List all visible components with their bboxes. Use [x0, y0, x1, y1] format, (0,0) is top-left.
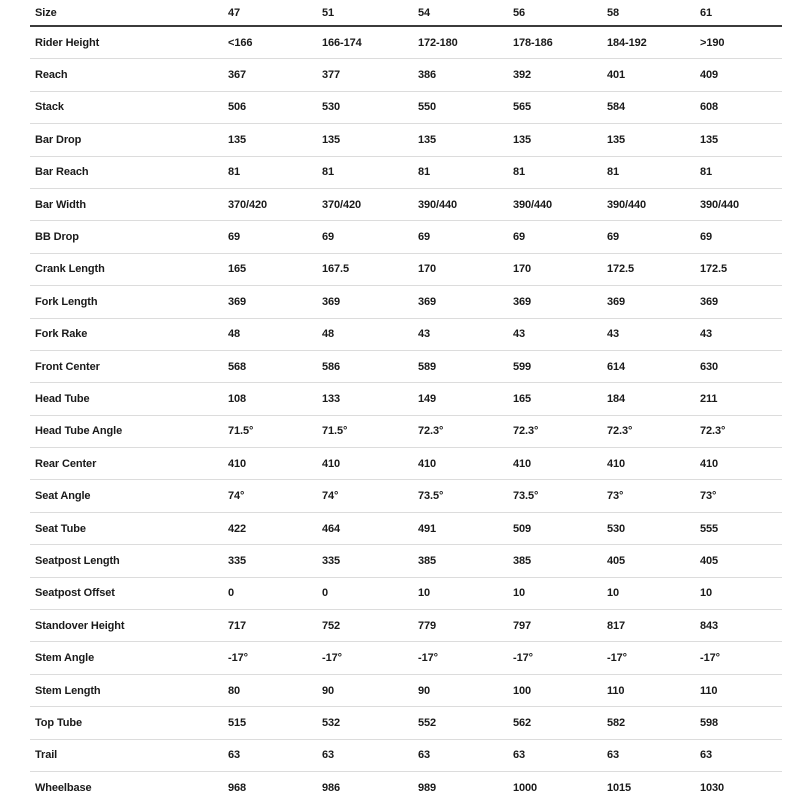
cell-value: 69	[700, 221, 782, 253]
cell-value: 108	[228, 383, 322, 415]
cell-value: 170	[418, 253, 513, 285]
cell-value: 464	[322, 512, 418, 544]
row-label: Rear Center	[30, 448, 228, 480]
row-label: Trail	[30, 739, 228, 771]
cell-value: 43	[513, 318, 607, 350]
table-row	[30, 318, 782, 350]
cell-value: 135	[228, 124, 322, 156]
cell-value: 515	[228, 707, 322, 739]
cell-value: 69	[607, 221, 700, 253]
cell-value: 73.5°	[418, 480, 513, 512]
cell-value: 630	[700, 350, 782, 382]
row-label: Stem Angle	[30, 642, 228, 674]
cell-value: 565	[513, 91, 607, 123]
row-label: BB Drop	[30, 221, 228, 253]
cell-value: 370/420	[322, 188, 418, 220]
table-row	[30, 188, 782, 220]
cell-value: 135	[513, 124, 607, 156]
cell-value: 10	[513, 577, 607, 609]
cell-value: 73°	[700, 480, 782, 512]
table-row	[30, 415, 782, 447]
table-row	[30, 156, 782, 188]
cell-value: 43	[607, 318, 700, 350]
cell-value: 80	[228, 674, 322, 706]
cell-value: 73.5°	[513, 480, 607, 512]
cell-value: 71.5°	[228, 415, 322, 447]
cell-value: 586	[322, 350, 418, 382]
cell-value: 385	[513, 545, 607, 577]
cell-value: 63	[700, 739, 782, 771]
cell-value: 63	[607, 739, 700, 771]
cell-value: -17°	[228, 642, 322, 674]
header-size-54: 54	[418, 0, 513, 26]
cell-value: 370/420	[228, 188, 322, 220]
cell-value: 410	[228, 448, 322, 480]
cell-value: 74°	[322, 480, 418, 512]
geometry-table-body	[30, 26, 782, 800]
cell-value: 797	[513, 610, 607, 642]
table-row	[30, 91, 782, 123]
cell-value: 390/440	[607, 188, 700, 220]
cell-value: 100	[513, 674, 607, 706]
table-row	[30, 26, 782, 59]
cell-value: 552	[418, 707, 513, 739]
cell-value: 133	[322, 383, 418, 415]
table-row	[30, 674, 782, 706]
cell-value: 390/440	[418, 188, 513, 220]
cell-value: 172-180	[418, 26, 513, 59]
row-label: Rider Height	[30, 26, 228, 59]
cell-value: <166	[228, 26, 322, 59]
geometry-table-header	[30, 0, 782, 26]
cell-value: >190	[700, 26, 782, 59]
cell-value: 10	[607, 577, 700, 609]
cell-value: 968	[228, 771, 322, 800]
cell-value: 562	[513, 707, 607, 739]
cell-value: 506	[228, 91, 322, 123]
cell-value: 410	[322, 448, 418, 480]
cell-value: 369	[700, 286, 782, 318]
header-size-58: 58	[607, 0, 700, 26]
cell-value: 390/440	[700, 188, 782, 220]
cell-value: 48	[228, 318, 322, 350]
row-label: Standover Height	[30, 610, 228, 642]
cell-value: 81	[418, 156, 513, 188]
cell-value: 986	[322, 771, 418, 800]
cell-value: 0	[228, 577, 322, 609]
cell-value: 10	[700, 577, 782, 609]
cell-value: 392	[513, 59, 607, 91]
cell-value: 178-186	[513, 26, 607, 59]
table-row	[30, 383, 782, 415]
cell-value: 72.3°	[513, 415, 607, 447]
cell-value: 184-192	[607, 26, 700, 59]
cell-value: -17°	[322, 642, 418, 674]
cell-value: 149	[418, 383, 513, 415]
table-row	[30, 577, 782, 609]
cell-value: 369	[228, 286, 322, 318]
cell-value: 69	[418, 221, 513, 253]
cell-value: 599	[513, 350, 607, 382]
row-label: Stack	[30, 91, 228, 123]
cell-value: 335	[228, 545, 322, 577]
cell-value: 1015	[607, 771, 700, 800]
cell-value: 598	[700, 707, 782, 739]
row-label: Seatpost Offset	[30, 577, 228, 609]
cell-value: 589	[418, 350, 513, 382]
cell-value: 369	[607, 286, 700, 318]
cell-value: 81	[228, 156, 322, 188]
cell-value: 491	[418, 512, 513, 544]
table-row	[30, 771, 782, 800]
cell-value: 752	[322, 610, 418, 642]
cell-value: 170	[513, 253, 607, 285]
row-label: Top Tube	[30, 707, 228, 739]
cell-value: 409	[700, 59, 782, 91]
table-row	[30, 707, 782, 739]
cell-value: 608	[700, 91, 782, 123]
cell-value: -17°	[700, 642, 782, 674]
cell-value: 48	[322, 318, 418, 350]
row-label: Bar Drop	[30, 124, 228, 156]
table-row	[30, 350, 782, 382]
cell-value: 401	[607, 59, 700, 91]
cell-value: 405	[607, 545, 700, 577]
geometry-table	[30, 0, 782, 800]
cell-value: 69	[322, 221, 418, 253]
cell-value: 550	[418, 91, 513, 123]
row-label: Stem Length	[30, 674, 228, 706]
cell-value: 0	[322, 577, 418, 609]
cell-value: 81	[322, 156, 418, 188]
cell-value: 110	[607, 674, 700, 706]
cell-value: 135	[700, 124, 782, 156]
cell-value: 410	[513, 448, 607, 480]
cell-value: 367	[228, 59, 322, 91]
header-size-47: 47	[228, 0, 322, 26]
table-row	[30, 512, 782, 544]
row-label: Reach	[30, 59, 228, 91]
cell-value: 211	[700, 383, 782, 415]
row-label: Seat Angle	[30, 480, 228, 512]
cell-value: 410	[418, 448, 513, 480]
table-row	[30, 545, 782, 577]
cell-value: 410	[607, 448, 700, 480]
cell-value: 90	[418, 674, 513, 706]
cell-value: 568	[228, 350, 322, 382]
header-size-51: 51	[322, 0, 418, 26]
cell-value: 817	[607, 610, 700, 642]
row-label: Bar Width	[30, 188, 228, 220]
cell-value: 135	[418, 124, 513, 156]
cell-value: 779	[418, 610, 513, 642]
cell-value: 43	[700, 318, 782, 350]
cell-value: 422	[228, 512, 322, 544]
cell-value: 532	[322, 707, 418, 739]
row-label: Wheelbase	[30, 771, 228, 800]
row-label: Crank Length	[30, 253, 228, 285]
cell-value: 530	[607, 512, 700, 544]
cell-value: 72.3°	[607, 415, 700, 447]
cell-value: 43	[418, 318, 513, 350]
cell-value: 385	[418, 545, 513, 577]
header-size-56: 56	[513, 0, 607, 26]
header-size-61: 61	[700, 0, 782, 26]
row-label: Fork Rake	[30, 318, 228, 350]
cell-value: 63	[322, 739, 418, 771]
cell-value: 390/440	[513, 188, 607, 220]
table-row	[30, 642, 782, 674]
cell-value: 1000	[513, 771, 607, 800]
cell-value: 172.5	[607, 253, 700, 285]
cell-value: 184	[607, 383, 700, 415]
table-row	[30, 448, 782, 480]
table-row	[30, 480, 782, 512]
cell-value: 63	[228, 739, 322, 771]
header-size-label: Size	[30, 0, 228, 26]
cell-value: 10	[418, 577, 513, 609]
cell-value: 69	[513, 221, 607, 253]
table-row	[30, 124, 782, 156]
row-label: Bar Reach	[30, 156, 228, 188]
table-row	[30, 739, 782, 771]
cell-value: 72.3°	[418, 415, 513, 447]
row-label: Head Tube Angle	[30, 415, 228, 447]
cell-value: 989	[418, 771, 513, 800]
cell-value: 74°	[228, 480, 322, 512]
row-label: Seat Tube	[30, 512, 228, 544]
table-row	[30, 610, 782, 642]
cell-value: 81	[700, 156, 782, 188]
cell-value: 386	[418, 59, 513, 91]
cell-value: 69	[228, 221, 322, 253]
cell-value: 335	[322, 545, 418, 577]
cell-value: 63	[513, 739, 607, 771]
cell-value: 717	[228, 610, 322, 642]
cell-value: 405	[700, 545, 782, 577]
cell-value: 90	[322, 674, 418, 706]
cell-value: 377	[322, 59, 418, 91]
cell-value: 73°	[607, 480, 700, 512]
cell-value: 369	[322, 286, 418, 318]
row-label: Front Center	[30, 350, 228, 382]
cell-value: 584	[607, 91, 700, 123]
cell-value: 72.3°	[700, 415, 782, 447]
row-label: Head Tube	[30, 383, 228, 415]
cell-value: -17°	[418, 642, 513, 674]
cell-value: 165	[228, 253, 322, 285]
table-row	[30, 221, 782, 253]
table-row	[30, 286, 782, 318]
cell-value: 135	[322, 124, 418, 156]
cell-value: -17°	[513, 642, 607, 674]
cell-value: 369	[513, 286, 607, 318]
cell-value: 555	[700, 512, 782, 544]
cell-value: 166-174	[322, 26, 418, 59]
cell-value: 81	[513, 156, 607, 188]
header-row	[30, 0, 782, 26]
cell-value: 71.5°	[322, 415, 418, 447]
cell-value: 509	[513, 512, 607, 544]
cell-value: 165	[513, 383, 607, 415]
cell-value: 110	[700, 674, 782, 706]
cell-value: 172.5	[700, 253, 782, 285]
row-label: Fork Length	[30, 286, 228, 318]
cell-value: -17°	[607, 642, 700, 674]
cell-value: 81	[607, 156, 700, 188]
cell-value: 530	[322, 91, 418, 123]
table-row	[30, 59, 782, 91]
cell-value: 135	[607, 124, 700, 156]
cell-value: 582	[607, 707, 700, 739]
cell-value: 843	[700, 610, 782, 642]
cell-value: 167.5	[322, 253, 418, 285]
table-row	[30, 253, 782, 285]
cell-value: 410	[700, 448, 782, 480]
cell-value: 369	[418, 286, 513, 318]
cell-value: 63	[418, 739, 513, 771]
row-label: Seatpost Length	[30, 545, 228, 577]
cell-value: 1030	[700, 771, 782, 800]
cell-value: 614	[607, 350, 700, 382]
